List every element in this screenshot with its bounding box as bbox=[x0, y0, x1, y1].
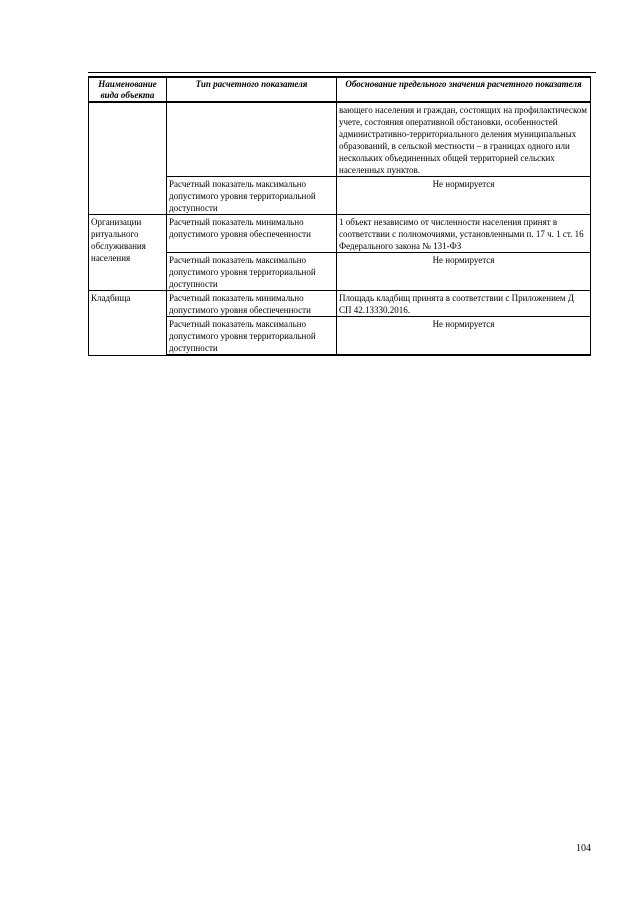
type-cell: Расчетный показатель минимально допустимого уровня обеспеченности bbox=[167, 291, 337, 317]
table-row bbox=[89, 102, 591, 177]
type-cell: Расчетный показатель минимально допустимого уровня обеспеченности bbox=[167, 215, 337, 253]
page-number: 104 bbox=[576, 843, 591, 854]
column-header-object: Наименование вида объекта bbox=[89, 77, 167, 102]
column-header-justification: Обоснование предельного значения расчетного показателя bbox=[337, 77, 591, 102]
type-cell: Расчетный показатель максимально допустимого уровня территориальной доступности bbox=[167, 177, 337, 215]
justification-cell: Не нормируется bbox=[337, 177, 591, 215]
justification-cell: Не нормируется bbox=[337, 253, 591, 291]
table-row bbox=[89, 215, 591, 253]
type-cell bbox=[167, 102, 337, 177]
standards-table bbox=[88, 76, 591, 356]
justification-cell: Не нормируется bbox=[337, 317, 591, 356]
object-cell-ritual-services: Организации ритуального обслуживания населения bbox=[89, 215, 167, 291]
justification-cell: 1 объект независимо от численности населения принят в соответствии с полномочиями, установленными п. 17 ч. 1 ст. 16 Федерального закона № 131-ФЗ bbox=[337, 215, 591, 253]
table-row bbox=[89, 291, 591, 317]
type-cell: Расчетный показатель максимально допустимого уровня территориальной доступности bbox=[167, 317, 337, 356]
object-cell-cemeteries: Кладбища bbox=[89, 291, 167, 356]
object-cell-continued bbox=[89, 102, 167, 215]
header-rule bbox=[88, 72, 596, 73]
justification-cell: вающего населения и граждан, состоящих на профилактическом учете, состояния оперативной обстановки, особенностей административно-территориального деления муниципальных образований, в сельской местности – в границах одного или нескольких объединенных общей территорией сельских населенных пунктов. bbox=[337, 102, 591, 177]
column-header-type: Тип расчетного показателя bbox=[167, 77, 337, 102]
justification-cell: Площадь кладбищ принята в соответствии с Приложением Д СП 42.13330.2016. bbox=[337, 291, 591, 317]
type-cell: Расчетный показатель максимально допустимого уровня территориальной доступности bbox=[167, 253, 337, 291]
table-header-row bbox=[89, 77, 591, 102]
